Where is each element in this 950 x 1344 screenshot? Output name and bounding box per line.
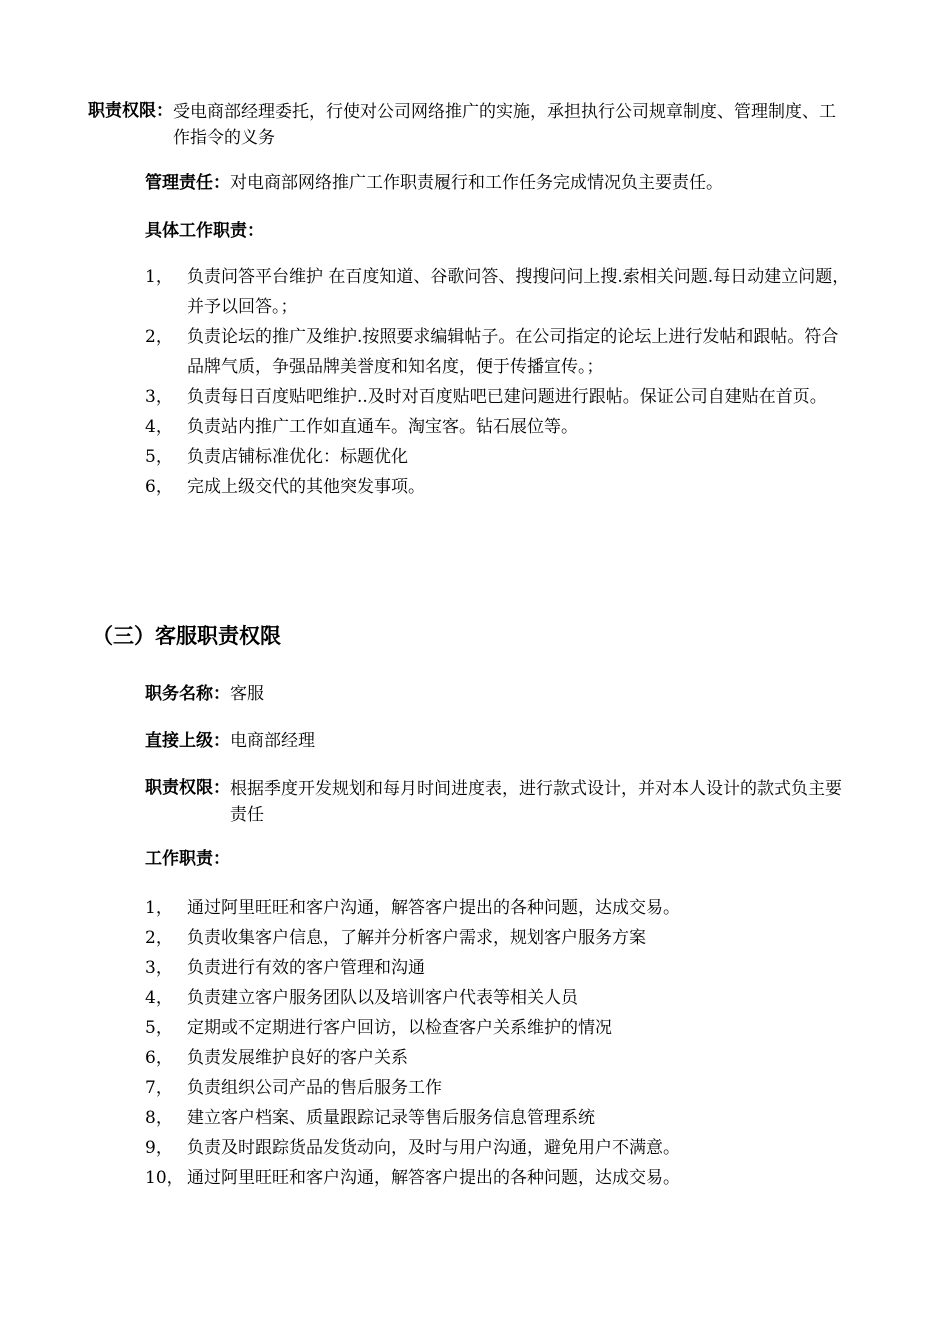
job-name-label: 职务名称： bbox=[145, 684, 230, 704]
list-item: 4， 负责站内推广工作如直通车。淘宝客。钻石展位等。 bbox=[145, 417, 578, 437]
superior-row bbox=[145, 729, 315, 753]
list-item: 9， 负责及时跟踪货品发货动向，及时与用户沟通，避免用户不满意。 bbox=[145, 1138, 680, 1158]
list-item: 7， 负责组织公司产品的售后服务工作 bbox=[145, 1078, 442, 1098]
list-item: 6， 完成上级交代的其他突发事项。 bbox=[145, 477, 425, 497]
authority-text: 受电商部经理委托，行使对公司网络推广的实施，承担执行公司规章制度、管理制度、工作指令的义务 bbox=[173, 102, 836, 148]
list-item: 3， 负责进行有效的客户管理和沟通 bbox=[145, 958, 425, 978]
duties-list bbox=[145, 262, 851, 502]
job-name-row bbox=[145, 682, 264, 706]
section-title: （三）客服职责权限 bbox=[92, 624, 281, 648]
management-label: 管理责任： bbox=[145, 173, 230, 193]
cs-duties-heading: 工作职责： bbox=[145, 849, 230, 869]
list-item: 6， 负责发展维护良好的客户关系 bbox=[145, 1048, 408, 1068]
job-name-value: 客服 bbox=[230, 684, 264, 704]
list-item: 5， 定期或不定期进行客户回访，以检查客户关系维护的情况 bbox=[145, 1018, 612, 1038]
cs-authority-text: 根据季度开发规划和每月时间进度表，进行款式设计，并对本人设计的款式负主要责任 bbox=[230, 779, 842, 825]
duties-heading: 具体工作职责： bbox=[145, 221, 264, 241]
list-item: 4， 负责建立客户服务团队以及培训客户代表等相关人员 bbox=[145, 988, 578, 1008]
list-item: 8， 建立客户档案、质量跟踪记录等售后服务信息管理系统 bbox=[145, 1108, 595, 1128]
authority-label: 职责权限： bbox=[88, 101, 173, 121]
list-item: 3， 负责每日百度贴吧维护..及时对百度贴吧已建问题进行跟帖。保证公司自建贴在首页。 bbox=[145, 387, 827, 407]
superior-value: 电商部经理 bbox=[230, 731, 315, 751]
management-paragraph bbox=[145, 171, 851, 195]
superior-label: 直接上级： bbox=[145, 731, 230, 751]
authority-paragraph bbox=[88, 99, 850, 151]
management-text: 对电商部网络推广工作职责履行和工作任务完成情况负主要责任。 bbox=[230, 173, 723, 193]
list-item: 1， 负责问答平台维护 在百度知道、谷歌问答、搜搜问问上搜.索相关问题.每日动建立问题，并予以回答。； bbox=[145, 267, 850, 317]
cs-authority-paragraph bbox=[145, 776, 851, 828]
cs-duties-list bbox=[145, 893, 851, 1193]
list-item: 2， 负责论坛的推广及维护.按照要求编辑帖子。在公司指定的论坛上进行发帖和跟帖。符合品牌气质，争强品牌美誉度和知名度，便于传播宣传。； bbox=[145, 327, 839, 377]
list-item: 10， 通过阿里旺旺和客户沟通，解答客户提出的各种问题，达成交易。 bbox=[145, 1168, 680, 1188]
cs-authority-label: 职责权限： bbox=[145, 778, 230, 798]
list-item: 1， 通过阿里旺旺和客户沟通，解答客户提出的各种问题，达成交易。 bbox=[145, 898, 680, 918]
list-item: 2， 负责收集客户信息，了解并分析客户需求，规划客户服务方案 bbox=[145, 928, 646, 948]
list-item: 5， 负责店铺标准优化：标题优化 bbox=[145, 447, 408, 467]
